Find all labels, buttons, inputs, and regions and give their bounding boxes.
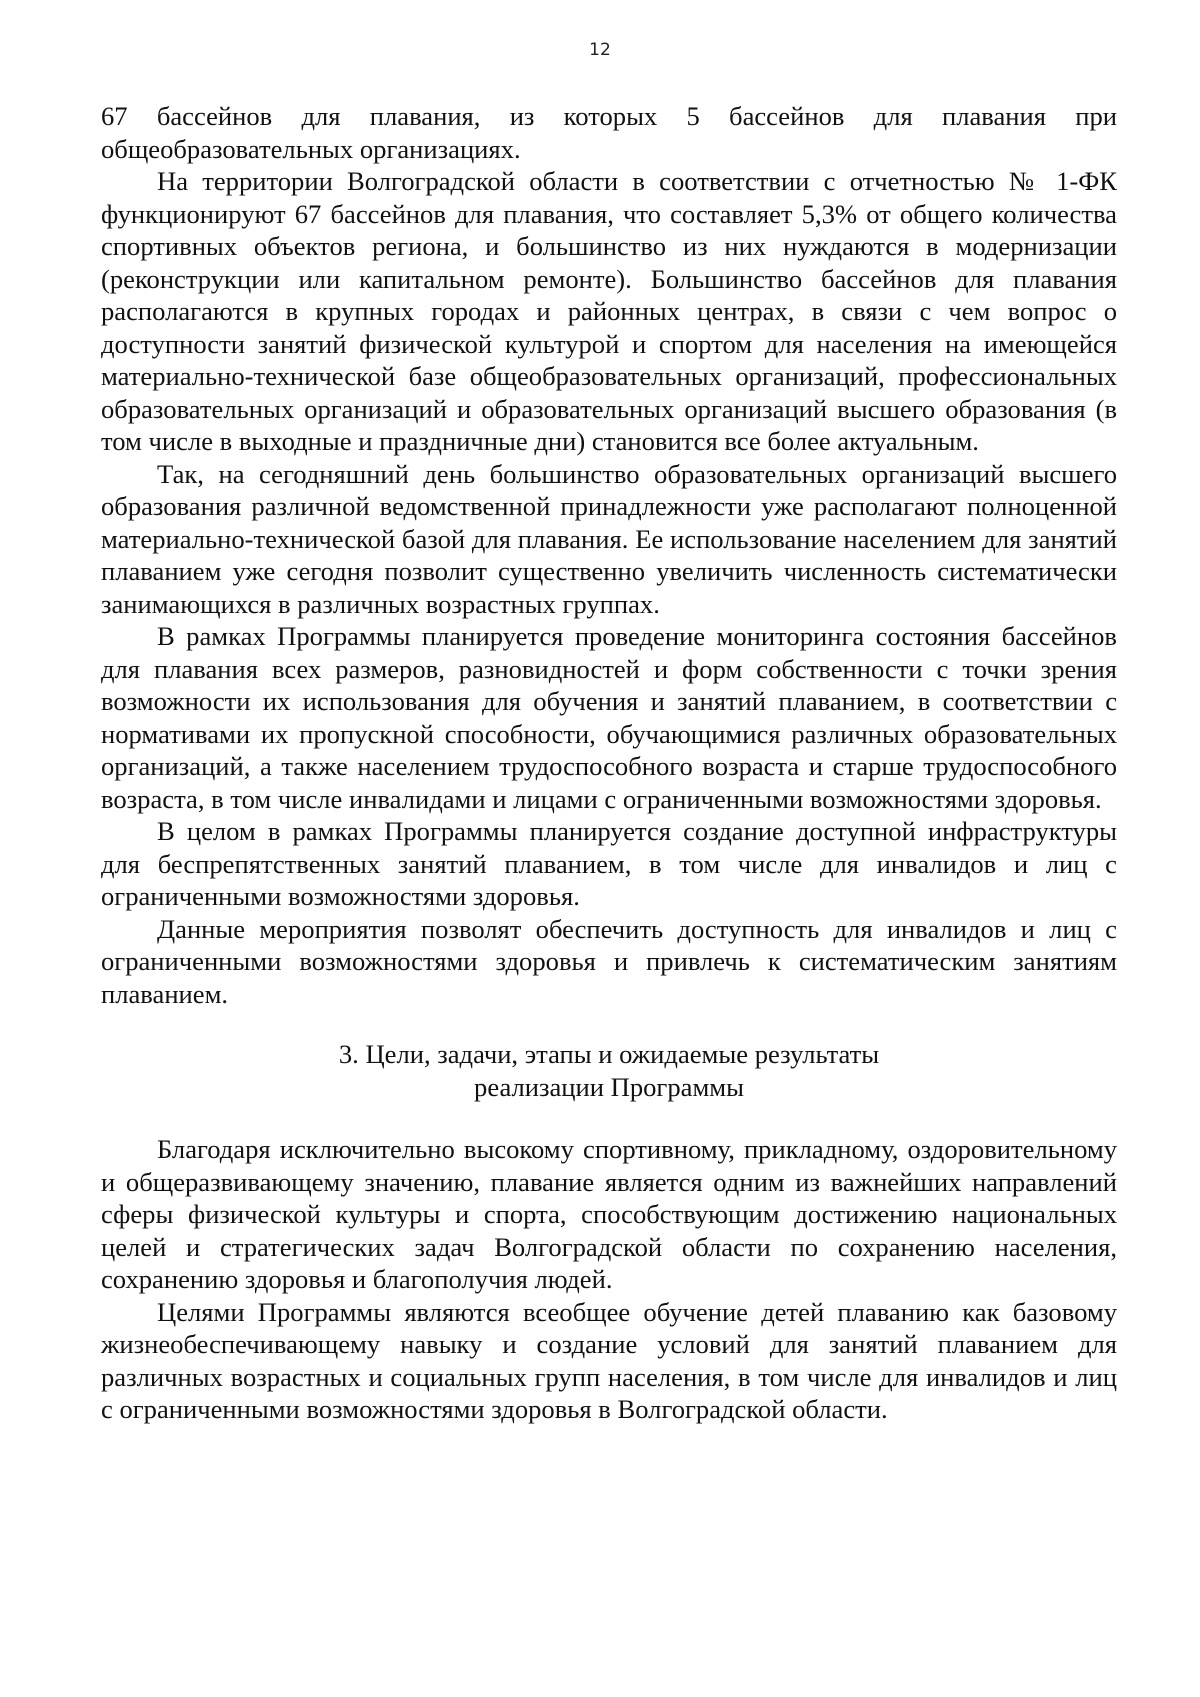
paragraph-continuation: 67 бассейнов для плавания, из которых 5 бассейнов для плавания при общеобразовательных организациях. xyxy=(101,101,1117,164)
document-body xyxy=(101,100,1117,1426)
paragraph-infrastructure: В целом в рамках Программы планируется создание доступной инфраструктуры для беспрепятственных занятий плаванием, в том числе для инвалидов и лиц с ограниченными возможностями здоровья. xyxy=(101,816,1117,911)
section-heading-line1: 3. Цели, задачи, этапы и ожидаемые результаты xyxy=(338,1039,880,1069)
page-number: 12 xyxy=(589,40,611,60)
paragraph-higher-education: Так, на сегодняшний день большинство образовательных организаций высшего образования различной ведомственной принадлежности уже располагают полноценной материально-технической базой для плавания. Ее использование населением для занятий плаванием уже сегодня позволит существенно увеличить численность систематически занимающихся в различных возрастных группах. xyxy=(101,458,1117,619)
section-heading xyxy=(101,1038,1117,1103)
paragraph-accessibility: Данные мероприятия позволят обеспечить доступность для инвалидов и лиц с ограниченными возможностями здоровья и привлечь к систематическим занятиям плаванием. xyxy=(101,913,1117,1009)
paragraph-pools-region: На территории Волгоградской области в соответствии с отчетностью № 1-ФК функционируют 67 бассейнов для плавания, что составляет 5,3% от общего количества спортивных объектов региона, и большинство из них нуждаются в модернизации (реконструкции или капитальном ремонте). Большинство бассейнов для плавания располагаются в крупных городах и районных центрах, в связи с чем вопрос о доступности занятий физической культурой и спортом для населения на имеющейся материально-технической базе общеобразовательных организаций, профессиональных образовательных организаций и образовательных организаций высшего образования (в том числе в выходные и праздничные дни) становится все более актуальным. xyxy=(101,166,1117,456)
paragraph-monitoring: В рамках Программы планируется проведение мониторинга состояния бассейнов для плавания всех размеров, разновидностей и форм собственности с точки зрения возможности их использования для обучения и занятий плаванием, в соответствии с нормативами их пропускной способности, обучающимися различных образовательных организаций, а также населением трудоспособного возраста и старше трудоспособного возраста, в том числе инвалидами и лицами с ограниченными возможностями здоровья. xyxy=(101,621,1117,814)
section-heading-line2: реализации Программы xyxy=(474,1071,744,1102)
paragraph-importance: Благодаря исключительно высокому спортивному, прикладному, оздоровительному и общеразвивающему значению, плавание является одним из важнейших направлений сферы физической культуры и спорта, способствующим достижению национальных целей и стратегических задач Волгоградской области по сохранению населения, сохранению здоровья и благополучия людей. xyxy=(101,1134,1117,1294)
paragraph-goals: Целями Программы являются всеобщее обучение детей плаванию как базовому жизнеобеспечивающему навыку и создание условий для занятий плаванием для различных возрастных и социальных групп населения, в том числе для инвалидов и лиц с ограниченными возможностями здоровья в Волгоградской области. xyxy=(101,1296,1117,1424)
